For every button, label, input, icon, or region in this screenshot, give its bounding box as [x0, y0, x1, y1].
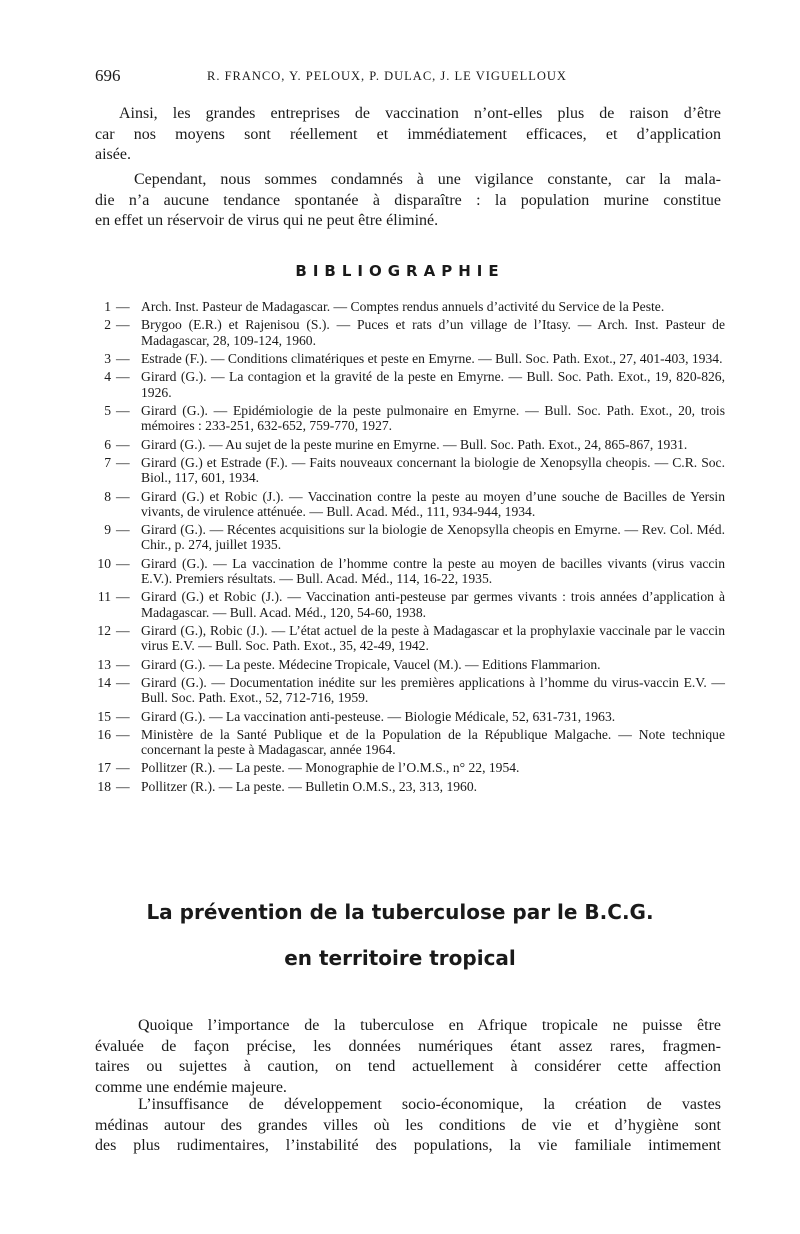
reference-item [95, 779, 725, 794]
reference-number: 7 [104, 454, 111, 470]
text-line: car nos moyens sont réellement et immédiatement efficaces, et d’application [95, 125, 721, 143]
reference-text: Girard (G.). — Epidémiologie de la peste pulmonaire en Emyrne. — Bull. Soc. Path. Exot., 20, trois mémoires : 233-251, 632-652, 759-770, 1927. [141, 402, 725, 434]
reference-number: 4 [104, 369, 111, 385]
reference-item [95, 317, 725, 347]
intro-paragraph-2 [95, 170, 721, 232]
reference-text: Girard (G.). — Récentes acquisitions sur la biologie de Xenopsylla cheopis en Emyrne. — Rev. Col. Méd. Chir., p. 274, juillet 1935. [141, 522, 725, 553]
reference-dash: — [116, 656, 130, 672]
running-head: R. FRANCO, Y. PELOUX, P. DULAC, J. LE VIGUELLOUX [207, 69, 567, 83]
reference-number: 2 [104, 317, 111, 333]
text-line: Quoique l’importance de la tuberculose en Afrique tropicale ne puisse être [138, 1017, 721, 1034]
reference-dash: — [116, 726, 130, 742]
reference-dash: — [116, 622, 130, 638]
reference-number: 13 [97, 656, 111, 672]
article-paragraph-2 [95, 1095, 721, 1157]
reference-number: 6 [104, 436, 111, 452]
reference-dash: — [116, 708, 130, 724]
reference-number: 8 [104, 488, 111, 504]
reference-item [95, 437, 725, 452]
reference-text: Girard (G.) et Estrade (F.). — Faits nouveaux concernant la biologie de Xenopsylla cheopis. — C.R. Soc. Biol., 117, 601, 1934. [141, 454, 725, 486]
text-line: Cependant, nous sommes condamnés à une vigilance constante, car la mala- [134, 171, 721, 188]
text-line: taires ou sujettes à caution, on tend actuellement à considérer cette affection [95, 1058, 721, 1075]
reference-dash: — [116, 488, 130, 504]
reference-dash: — [116, 674, 130, 690]
reference-dash: — [116, 555, 130, 571]
reference-dash: — [116, 299, 130, 314]
reference-text: Estrade (F.). — Conditions climatériques et peste en Emyrne. — Bull. Soc. Path. Exot., 27, 401-403, 1934. [141, 350, 723, 366]
reference-number: 15 [97, 708, 111, 724]
bibliography-heading: BIBLIOGRAPHIE [295, 262, 505, 280]
reference-dash: — [116, 760, 130, 776]
reference-item [95, 675, 725, 705]
reference-text: Pollitzer (R.). — La peste. — Bulletin O.M.S., 23, 313, 1960. [141, 778, 478, 794]
reference-item [95, 657, 725, 672]
reference-item [95, 760, 725, 775]
text-line: comme une endémie majeure. [95, 1078, 287, 1096]
reference-text: Arch. Inst. Pasteur de Madagascar. — Comptes rendus annuels d’activité du Service de la Peste. [141, 299, 665, 314]
reference-number: 3 [104, 350, 111, 366]
text-line: médinas autour des grandes villes où les conditions de vie et d’hygiène sont [95, 1116, 721, 1134]
reference-item [95, 489, 725, 519]
reference-text: Girard (G.). — Documentation inédite sur les premières applications à l’homme du virus-vaccin E.V. — Bull. Soc. Path. Exot., 52, 712-716, 1959. [141, 674, 725, 706]
article-paragraph-1 [95, 1016, 721, 1098]
reference-text: Girard (G.). — Au sujet de la peste murine en Emyrne. — Bull. Soc. Path. Exot., 24, 865-867, 1931. [141, 436, 688, 452]
reference-number: 18 [97, 778, 111, 794]
reference-text: Girard (G.). — La vaccination anti-pesteuse. — Biologie Médicale, 52, 631-731, 1963. [141, 708, 616, 724]
reference-dash: — [116, 350, 130, 366]
reference-text: Girard (G.). — La vaccination de l’homme contre la peste au moyen de bacilles vivants (virus vaccin E.V.). Premiers résultats. — Bull. Acad. Méd., 114, 16-22, 1935. [141, 555, 725, 586]
reference-text: Girard (G.). — La peste. Médecine Tropicale, Vaucel (M.). — Editions Flammarion. [141, 656, 601, 672]
text-line: des plus rudimentaires, l’instabilité des populations, la vie familiale intimement [95, 1137, 721, 1154]
text-line: L’insuffisance de développement socio-économique, la création de vastes [138, 1096, 721, 1113]
reference-number: 9 [104, 522, 111, 538]
reference-dash: — [116, 317, 130, 333]
reference-text: Ministère de la Santé Publique et de la Population de la République Malgache. — Note technique concernant la peste à Madagascar, année 1964. [141, 726, 725, 758]
reference-item [95, 709, 725, 724]
reference-text: Pollitzer (R.). — La peste. — Monographie de l’O.M.S., n° 22, 1954. [141, 760, 520, 776]
reference-number: 11 [97, 589, 111, 605]
reference-item [95, 455, 725, 485]
reference-number: 16 [97, 726, 111, 742]
reference-item [95, 351, 725, 366]
reference-text: Girard (G.) et Robic (J.). — Vaccination anti-pesteuse par germes vivants : trois années d’application à Madagascar. — Bull. Acad. Méd., 120, 54-60, 1938. [141, 589, 725, 620]
text-line: en effet un réservoir de virus qui ne peut être éliminé. [95, 212, 439, 229]
reference-item [95, 369, 725, 399]
reference-number: 5 [104, 402, 111, 418]
reference-item [95, 556, 725, 586]
reference-item [95, 623, 725, 653]
text-line: die n’a aucune tendance spontanée à disparaître : la population murine constitue [95, 191, 721, 209]
page-header [95, 66, 720, 88]
reference-item [95, 727, 725, 757]
reference-dash: — [116, 436, 130, 452]
article-title-line-2: en territoire tropical [284, 946, 516, 970]
reference-dash: — [116, 402, 130, 418]
reference-dash: — [116, 778, 130, 794]
reference-dash: — [116, 369, 130, 385]
text-line: évaluée de façon précise, les données numériques étant assez rares, fragmen- [95, 1037, 721, 1055]
intro-paragraph-1 [95, 104, 721, 166]
reference-dash: — [116, 589, 130, 605]
bibliography-list [95, 299, 725, 797]
reference-item [95, 299, 725, 314]
text-line: Ainsi, les grandes entreprises de vaccination n’ont-elles plus de raison d’être [119, 105, 721, 122]
reference-dash: — [116, 522, 130, 538]
reference-number: 12 [97, 622, 111, 638]
reference-number: 10 [97, 555, 111, 571]
reference-text: Girard (G.), Robic (J.). — L’état actuel de la peste à Madagascar et la prophylaxie vaccinale par le vaccin virus E.V. — Bull. Soc. Path. Exot., 35, 42-49, 1942. [141, 622, 725, 654]
reference-item [95, 403, 725, 433]
reference-item [95, 589, 725, 619]
text-line: aisée. [95, 146, 131, 163]
reference-number: 17 [97, 760, 111, 776]
reference-text: Girard (G.). — La contagion et la gravité de la peste en Emyrne. — Bull. Soc. Path. Exot., 19, 820-826, 1926. [141, 369, 725, 400]
article-title-line-1: La prévention de la tuberculose par le B.C.G. [146, 900, 654, 924]
reference-text: Brygoo (E.R.) et Rajenisou (S.). — Puces et rats d’un village de l’Itasy. — Arch. Inst. Pasteur de Madagascar, 28, 109-124, 1960. [141, 317, 725, 348]
reference-text: Girard (G.) et Robic (J.). — Vaccination contre la peste au moyen d’une souche de Bacilles de Yersin vivants, de virulence atténuée. — Bull. Acad. Méd., 111, 934-944, 1934. [141, 488, 725, 519]
reference-number: 1 [104, 299, 111, 314]
page-number: 696 [95, 66, 121, 85]
reference-dash: — [116, 454, 130, 470]
reference-number: 14 [97, 674, 111, 690]
reference-item [95, 522, 725, 552]
